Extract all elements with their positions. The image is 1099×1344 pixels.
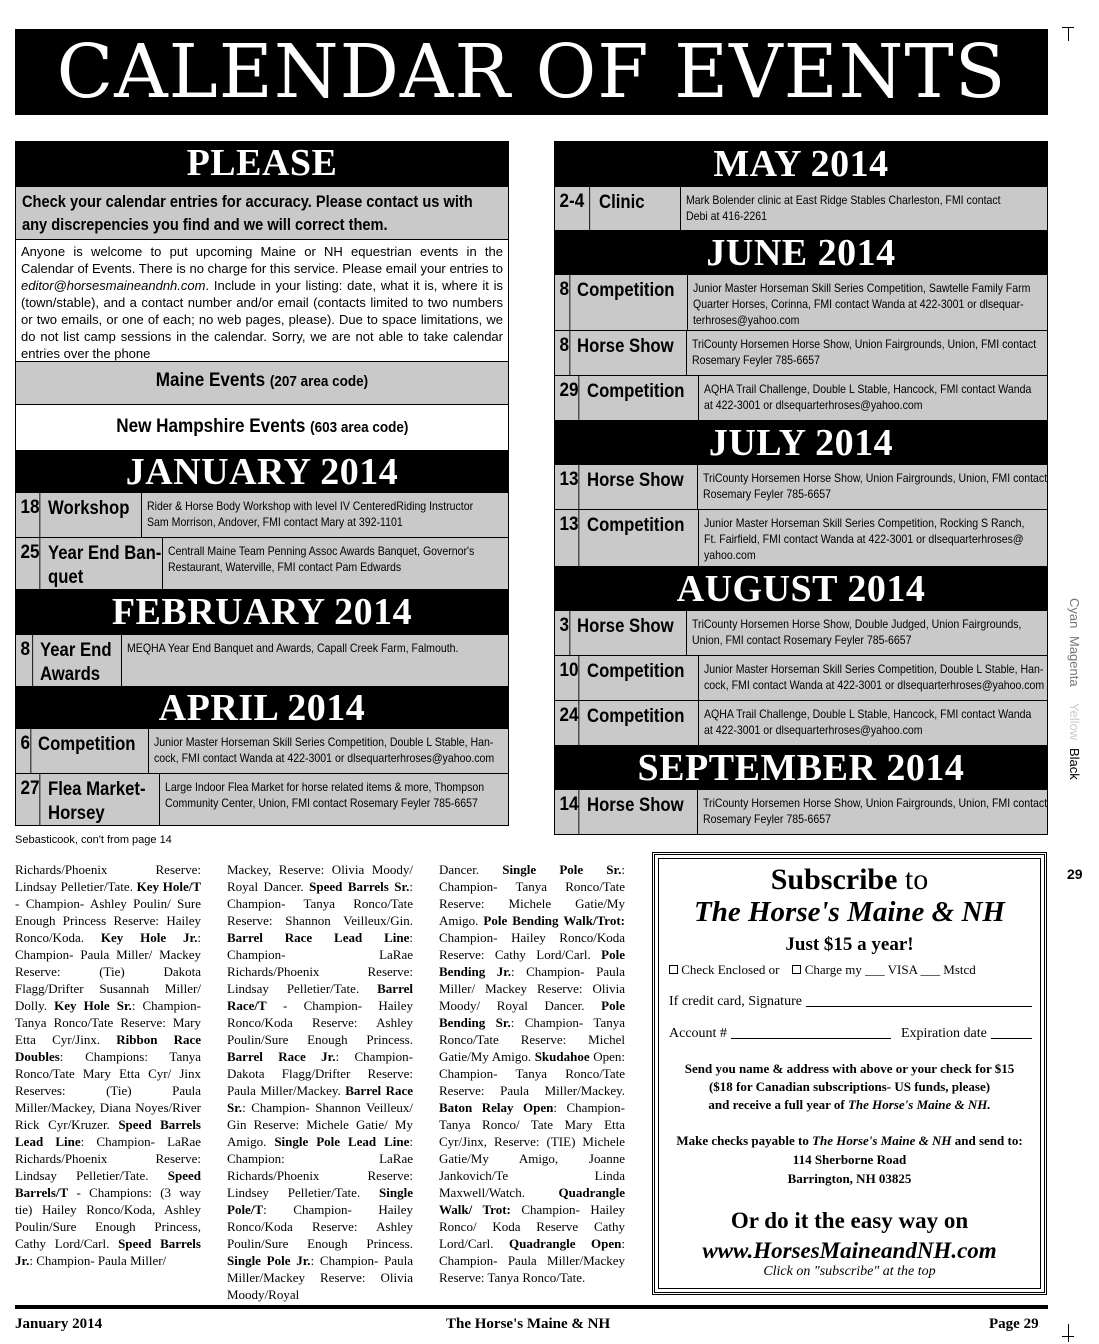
event-type xyxy=(582,701,699,745)
event-date: 8 xyxy=(555,331,570,375)
event-type-line: Horse Show xyxy=(587,470,684,491)
nh-events-text: New Hampshire Events xyxy=(115,416,306,437)
subscribe-word: Subscribe xyxy=(770,863,898,896)
crop-mark-bottom-h xyxy=(1062,1336,1074,1337)
event-type xyxy=(582,656,699,700)
account-line xyxy=(669,1026,1040,1042)
event-description-line: terhroses@yahoo.com xyxy=(693,313,800,327)
event-row xyxy=(555,274,1047,330)
please-intro xyxy=(16,186,508,239)
event-type-line: Horse Show xyxy=(576,616,674,637)
charge-checkbox[interactable] xyxy=(792,965,801,974)
cmyk-yellow: Yellow xyxy=(1067,703,1082,741)
month-heading: FEBRUARY 2014 xyxy=(16,589,508,634)
event-date: 10 xyxy=(555,656,579,700)
subscribe-to: to xyxy=(897,863,929,896)
please-email: editor@horsesmaineandnh.com xyxy=(21,278,206,293)
right-months xyxy=(555,142,1047,834)
nh-code: (603 area code) xyxy=(309,419,409,436)
checks-line-text: Make checks payable to xyxy=(676,1133,813,1148)
event-description-line: Community Center, Union, FMI contact Rosemary Feyler 785-6657 xyxy=(165,796,478,810)
account-label: Account # xyxy=(669,1026,727,1041)
event-type xyxy=(43,774,160,825)
footer-publication: The Horse's Maine & NH xyxy=(446,1316,611,1332)
event-date: 8 xyxy=(16,635,33,686)
event-type-line: Flea Market- xyxy=(48,779,146,800)
event-type xyxy=(35,635,122,686)
subscribe-pub: The Horse's Maine & NH xyxy=(694,896,1005,928)
event-date: 18 xyxy=(16,493,40,537)
event-type xyxy=(572,611,688,655)
crop-mark-bottom xyxy=(1068,1324,1069,1342)
event-description-line: MEQHA Year End Banquet and Awards, Capall Creek Farm, Falmouth. xyxy=(127,641,459,655)
event-description-line: Large Indoor Flea Market for horse related items & more, Thompson xyxy=(165,780,485,794)
cmyk-black: Black xyxy=(1067,748,1082,780)
footer-rule xyxy=(15,1305,1048,1309)
subscribe-title xyxy=(659,864,1040,896)
event-description-line: TriCounty Horsemen Horse Show, Union Fairgrounds, Union, FMI contact xyxy=(702,796,1048,810)
event-description xyxy=(688,275,1080,330)
subscribe-price: Just $15 a year! xyxy=(785,934,914,955)
signature-field[interactable] xyxy=(806,994,1032,1007)
month-heading: APRIL 2014 xyxy=(16,686,508,728)
event-type-line: Horse Show xyxy=(576,336,674,357)
left-months xyxy=(16,450,508,825)
event-description xyxy=(699,656,1095,700)
event-date: 2-4 xyxy=(555,187,590,230)
right-calendar-column xyxy=(554,141,1048,835)
event-description-line: cock, FMI contact Wanda at 422-3001 or dlsequarterhroses@yahoo.com xyxy=(703,678,1045,692)
event-description-line: Restaurant, Waterville, FMI contact Pam Edwards xyxy=(168,560,402,574)
please-intro-text: Check your calendar entries for accuracy. Please contact us with any discrepencies you find and we will correct them. xyxy=(22,192,473,234)
event-type xyxy=(43,538,163,589)
send-line-3 xyxy=(659,1096,1040,1114)
event-date: 27 xyxy=(16,774,40,825)
article-column-2: Mackey, Reserve: Olivia Moody/ Royal Dancer. Speed Barrels Sr.: Champion- Tanya Ronco/Tate Reserve: Shannon Veilleux/Gin. Barrel Race Lead Line: Champion- LaRae Richards/Phoenix Reserve: Lindsay Pelletier/Tate. Barrel Race/T - Champion- Hailey Ronco/Koda Reserve: Ashley Poulin/Sure Enough Princess. Barrel Race Jr.: Champion- Dakota Flagg/Drifter Reserve: Paula Miller/Mackey. Barrel Race Sr.: Champion- Shannon Veilleux/ Gin Reserve: Michele Gatie/ My Amigo. Single Pole Lead Line: Champion: LaRae Richards/Phoenix Reserve: Lindsey Pelletier/Tate. Single Pole/T: Champion- Hailey Ronco/Koda Reserve: Ashley Poulin/Sure Enough Princess. Single Pole Jr.: Champion- Paula Miller/Mackey Reserve: Olivia Moody/Royal xyxy=(227,862,413,1302)
event-description-line: Junior Master Horseman Skill Series Competition, Sawtelle Family Farm xyxy=(693,281,1031,295)
month-heading: JULY 2014 xyxy=(555,420,1047,464)
charge-label: Charge my ___ VISA ___ Mstcd xyxy=(804,962,976,977)
event-type xyxy=(43,493,142,537)
event-type-line: Workshop xyxy=(48,498,130,519)
event-description-line: Centrall Maine Team Penning Assoc Awards Banquet, Governor's xyxy=(168,544,475,558)
event-description-line: TriCounty Horsemen Horse Show, Double Judged, Union Fairgrounds, xyxy=(692,617,1022,631)
maine-events-text: Maine Events xyxy=(155,370,266,391)
month-heading: MAY 2014 xyxy=(555,142,1047,186)
signature-line xyxy=(669,994,1040,1010)
event-type-line: Horse Show xyxy=(587,795,684,816)
event-description xyxy=(681,187,1048,230)
send-line-3-pub: The Horse's Maine & NH. xyxy=(847,1097,991,1112)
please-body-part1: Anyone is welcome to put upcoming Maine or NH equestrian events in the Calendar of Events. There is no charge for this service. Please email your entries to xyxy=(21,244,503,276)
event-description-line: TriCounty Horsemen Horse Show, Union Fairgrounds, Union, FMI contact xyxy=(692,337,1037,351)
expiration-field[interactable] xyxy=(991,1026,1032,1039)
event-description-line: Ft. Fairfield, FMI contact Wanda at 422-3001 or dlsequarterhroses@ xyxy=(703,532,1024,546)
event-description xyxy=(687,331,1087,375)
cmyk-cyan: Cyan xyxy=(1067,598,1082,629)
event-description-line: AQHA Trail Challenge, Double L Stable, Hancock, FMI contact Wanda xyxy=(703,707,1032,721)
event-description-line: Junior Master Horseman Skill Series Competition, Rocking S Ranch, xyxy=(703,516,1025,530)
event-description-line: Rosemary Feyler 785-6657 xyxy=(702,487,831,501)
event-type-line: Competition xyxy=(587,706,685,727)
event-row xyxy=(555,700,1047,745)
event-description-line: AQHA Trail Challenge, Double L Stable, Hancock, FMI contact Wanda xyxy=(703,382,1032,396)
event-type xyxy=(33,729,150,773)
event-description xyxy=(687,611,1070,655)
event-description-line: Sam Morrison, Andover, FMI contact Mary at 392-1101 xyxy=(146,515,403,529)
expiration-label: Expiration date xyxy=(900,1026,987,1041)
cmyk-magenta: Magenta xyxy=(1067,636,1082,687)
footer-page-number: Page 29 xyxy=(989,1316,1039,1332)
article-column-1: Richards/Phoenix Reserve: Lindsay Pelletier/Tate. Key Hole/T - Champion- Ashley Poulin/ Sure Enough Princess Reserve: Hailey Ronco/Koda. Key Hole Jr.: Champion- Paula Miller/ Mackey Reserve: (Tie) Dakota Flagg/Drifter Susannah Miller/ Dolly. Key Hole Sr.: Champion- Tanya Ronco/Tate Reserve: Mary Etta Cyr/Jinx. Ribbon Race Doubles: Champions: Tanya Ronco/Tate Mary Etta Cyr/ Jinx Reserves: (Tie) Paula Miller/Mackey, Diana Noyes/River Rick Cyr/Kruzer. Speed Barrels Lead Line: Champion- LaRae Richards/Phoenix Reserve: Lindsay Pelletier/Tate. Speed Barrels/T - Champions: (3 way tie) Hailey Ronco/Koda, Ashley Poulin/Sure Enough Princess, Cathy Lord/Carl. Speed Barrels Jr.: Champion- Paula Miller/ xyxy=(15,862,202,1268)
subscribe-box xyxy=(652,852,1047,1295)
event-date: 29 xyxy=(555,376,579,420)
account-field[interactable] xyxy=(731,1026,891,1039)
event-row xyxy=(555,330,1047,375)
page-banner: CALENDAR OF EVENTS xyxy=(15,29,1048,115)
click-subscribe-note: Click on "subscribe" at the top xyxy=(763,1264,936,1279)
event-description xyxy=(122,635,508,686)
footer-date: January 2014 xyxy=(15,1316,103,1332)
website-link[interactable]: www.HorsesMaineandNH.com xyxy=(702,1238,997,1263)
side-page-number: 29 xyxy=(1067,866,1083,882)
subscribe-inner xyxy=(658,858,1041,1289)
event-date: 24 xyxy=(555,701,579,745)
event-description-line: TriCounty Horsemen Horse Show, Union Fairgrounds, Union, FMI contact xyxy=(702,471,1048,485)
event-type-line: Competition xyxy=(37,734,136,755)
event-description-line: Union, FMI contact Rosemary Feyler 785-6657 xyxy=(692,633,912,647)
event-row xyxy=(555,610,1047,655)
event-date: 13 xyxy=(555,510,579,566)
event-date: 8 xyxy=(555,275,570,330)
event-description xyxy=(699,376,1080,420)
event-row xyxy=(555,375,1047,420)
address-street: 114 Sherborne Road xyxy=(792,1152,907,1167)
color-registration-marks xyxy=(1068,598,1088,788)
check-enclosed-label: Check Enclosed or xyxy=(681,962,780,977)
event-description-line: Rosemary Feyler 785-6657 xyxy=(692,353,821,367)
month-heading: AUGUST 2014 xyxy=(555,566,1047,610)
please-heading: PLEASE xyxy=(16,142,508,186)
event-date: 14 xyxy=(555,790,579,834)
event-type-line: Competition xyxy=(587,515,685,536)
event-type xyxy=(582,465,698,509)
event-description-line: Mark Bolender clinic at East Ridge Stables Charleston, FMI contact xyxy=(685,193,1001,207)
event-type-line: Competition xyxy=(587,661,685,682)
event-description xyxy=(149,729,545,773)
event-row xyxy=(16,634,508,686)
event-row xyxy=(16,773,508,825)
send-line-2: ($18 for Canadian subscriptions- US funds, please) xyxy=(708,1079,991,1094)
event-date: 13 xyxy=(555,465,579,509)
event-type-line: Year End xyxy=(40,640,112,661)
payment-options xyxy=(669,962,1040,978)
checks-instructions xyxy=(659,1131,1040,1188)
please-body xyxy=(16,239,508,361)
event-description xyxy=(163,538,520,589)
event-type xyxy=(572,331,688,375)
event-description-line: Debi at 416-2261 xyxy=(685,209,767,223)
nh-events-label xyxy=(16,404,508,450)
left-calendar-column xyxy=(15,141,509,826)
event-type xyxy=(572,275,689,330)
event-type-line: quet xyxy=(48,567,84,588)
check-enclosed-checkbox[interactable] xyxy=(669,965,678,974)
event-row xyxy=(16,537,508,589)
maine-events-label xyxy=(16,361,508,404)
event-description xyxy=(698,465,1098,509)
please-body-part2: . Include in your listing: date, what it is, where it is (town/stable), and a contact number and/or email (contacts limited to two numbers or two emails, or one of each; no web pages, please). Due to space limitations, we do not list camp sessions in the calendar. Sorry, we are not able to take calendar entries over the phone xyxy=(21,278,503,361)
event-date: 25 xyxy=(16,538,40,589)
event-type-line: Year End Ban- xyxy=(48,543,162,564)
easy-way: Or do it the easy way on xyxy=(730,1208,969,1233)
event-row xyxy=(555,509,1047,566)
maine-code: (207 area code) xyxy=(269,373,369,390)
event-description-line: yahoo.com xyxy=(703,548,756,562)
send-line-3-text: and receive a full year of xyxy=(708,1097,848,1112)
signature-label: If credit card, Signature xyxy=(669,994,802,1009)
send-line-1: Send you name & address with above or your check for $15 xyxy=(684,1061,1015,1076)
month-heading: SEPTEMBER 2014 xyxy=(555,745,1047,789)
event-description-line: cock, FMI contact Wanda at 422-3001 or dlsequarterhroses@yahoo.com xyxy=(154,751,495,765)
article-column-3: Dancer. Single Pole Sr.: Champion- Tanya Ronco/Tate Reserve: Michele Gatie/My Amigo. Pole Bending Walk/Trot: Champion- Hailey Ronco/Koda Reserve: Cathy Lord/Carl. Pole Bending Jr.: Champion- Paula Miller/ Mackey Reserve: Olivia Moody/ Royal Dancer. Pole Bending Sr.: Champion- Tanya Ronco/Tate Reserve: Michel Gatie/My Amigo. Skudahoe Open: Champion- Tanya Ronco/Tate Reserve: Paula Miller/Mackey. Baton Relay Open: Champion- Tanya Ronco/ Tate Mary Etta Cyr/Jinx, Reserve: (TIE) Michele Gatie/My Amigo, Joanne Jankovich/Te Linda Maxwell/Watch. Quadrangle Walk/ Trot: Champion- Hailey Ronco/ Koda Reserve Cathy Lord/Carl. Quadrangle Open: Champion- Paula Miller/Mackey Reserve: Tanya Ronco/Tate. xyxy=(439,862,625,1285)
event-description xyxy=(698,790,1098,834)
event-row xyxy=(16,492,508,537)
event-row xyxy=(16,728,508,773)
event-type-line: Horsey xyxy=(48,803,105,824)
event-description-line: Junior Master Horseman Skill Series Competition, Double L Stable, Han- xyxy=(703,662,1044,676)
checks-line xyxy=(659,1131,1040,1150)
event-row xyxy=(555,464,1047,509)
event-description xyxy=(160,774,532,825)
event-description xyxy=(699,701,1080,745)
event-type-line: Clinic xyxy=(599,192,645,213)
event-type xyxy=(594,187,680,230)
event-date: 6 xyxy=(16,729,31,773)
event-type-line: Competition xyxy=(576,280,675,301)
continued-note: Sebasticook, con't from page 14 xyxy=(15,834,172,846)
event-description-line: Rosemary Feyler 785-6657 xyxy=(702,812,831,826)
event-description xyxy=(142,493,522,537)
event-type-line: Awards xyxy=(40,664,101,685)
month-heading: JANUARY 2014 xyxy=(16,450,508,492)
event-description-line: Rider & Horse Body Workshop with level IV CenteredRiding Instructor xyxy=(146,499,473,513)
address-city: Barrington, NH 03825 xyxy=(787,1171,912,1186)
month-heading: JUNE 2014 xyxy=(555,230,1047,274)
event-type xyxy=(582,376,699,420)
event-type xyxy=(582,510,699,566)
event-description xyxy=(699,510,1072,566)
event-type-line: Competition xyxy=(587,381,685,402)
send-instructions xyxy=(659,1060,1040,1114)
checks-line-end: and send to: xyxy=(951,1133,1023,1148)
event-description-line: Junior Master Horseman Skill Series Competition, Double L Stable, Han- xyxy=(154,735,494,749)
event-row xyxy=(555,655,1047,700)
crop-mark-top-v xyxy=(1068,27,1069,41)
event-description-line: at 422-3001 or dlsequarterhroses@yahoo.com xyxy=(703,398,923,412)
event-row xyxy=(555,186,1047,230)
event-date: 3 xyxy=(555,611,570,655)
event-description-line: at 422-3001 or dlsequarterhroses@yahoo.com xyxy=(703,723,923,737)
event-row xyxy=(555,789,1047,834)
event-type xyxy=(582,790,698,834)
event-description-line: Quarter Horses, Corinna, FMI contact Wanda at 422-3001 or dlsequar- xyxy=(693,297,1025,311)
checks-pub: The Horse's Maine & NH xyxy=(812,1133,952,1148)
